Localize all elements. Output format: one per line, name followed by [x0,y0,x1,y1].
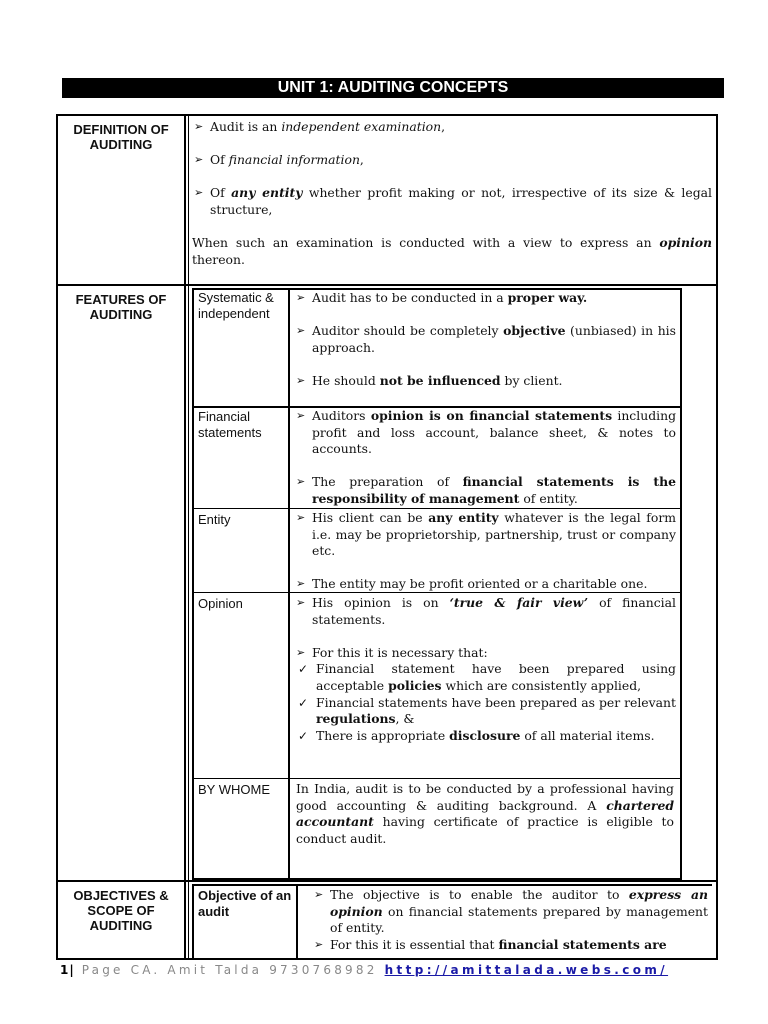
definition-bullet-1: ➢ Audit is an independent examination, [192,119,712,136]
feature-bywhome-label: BY WHOME [198,782,270,797]
entity-bullet-1: ➢ His client can be any entity whatever is the legal form i.e. may be proprietorship, partnership, trust or company etc. [294,510,676,560]
features-inner-left [192,288,194,880]
objectives-bullet-2: ➢ For this it is essential that financial statements are [312,937,708,954]
feature-opinion-label: Opinion [198,596,243,611]
feature-financial-content [294,408,676,508]
systematic-bullet-2: ➢ Auditor should be completely objective (unbiased) in his approach. [294,323,676,356]
footer-rule [56,958,718,959]
financial-bullet-2: ➢ The preparation of financial statements is the responsibility of management of entity. [294,474,676,507]
objectives-bullet-1: ➢ The objective is to enable the auditor to express an opinion on financial statements prepared by management of entity. [312,887,708,937]
features-div-2 [192,508,682,509]
objectives-inner-left [192,884,194,958]
opinion-bullet-2: ➢ For this it is necessary that: [294,645,676,662]
definition-content [192,119,712,268]
objectives-top [192,884,712,886]
footer-text: Page CA. Amit Talda 9730768982 [81,963,378,977]
features-col-divider [288,288,290,880]
page-number: 1 [60,963,70,977]
features-inner-right [680,288,682,880]
entity-bullet-2: ➢ The entity may be profit oriented or a charitable one. [294,576,676,593]
features-div-4 [192,778,682,779]
footer-separator: | [69,963,75,977]
systematic-bullet-3: ➢ He should not be influenced by client. [294,373,676,390]
bywhome-text: In India, audit is to be conducted by a professional having good accounting & auditing background. A chartered accountant having certificate of practice is eligible to conduct audit. [296,781,674,846]
objectives-col-divider [296,884,298,958]
systematic-bullet-1: ➢ Audit has to be conducted in a proper way. [294,290,676,307]
footer-link[interactable]: http://amittalada.webs.com/ [384,963,669,977]
definition-bullet-3: ➢ Of any entity whether profit making or not, irrespective of its size & legal structure, [192,185,712,218]
unit-title: UNIT 1: AUDITING CONCEPTS [62,78,724,98]
row-divider-definition [58,284,716,286]
feature-entity-content [294,510,676,593]
feature-bywhome-content [296,781,674,847]
feature-entity-label: Entity [198,512,231,527]
opinion-bullet-1: ➢ His opinion is on ‘true & fair view’ of financial statements. [294,595,676,628]
features-label: FEATURES OF AUDITING [75,292,167,322]
objectives-content [312,887,708,953]
opinion-check-1: ✓ Financial statement have been prepared using acceptable policies which are consistently applied, [294,661,676,694]
page-footer [60,963,668,977]
definition-bullet-2: ➢ Of financial information, [192,152,712,169]
objectives-label: OBJECTIVES & SCOPE OF AUDITING [73,888,169,933]
features-bottom [192,878,682,880]
main-column-divider [184,116,186,958]
definition-closing: When such an examination is conducted with a view to express an opinion thereon. [192,235,712,267]
feature-financial-label: Financial statements [198,409,262,440]
feature-opinion-content [294,595,676,744]
feature-systematic-content [294,290,676,390]
definition-label: DEFINITION OF AUDITING [73,122,169,152]
main-column-divider-inner [188,116,189,958]
objective-audit-label: Objective of an audit [198,888,292,919]
opinion-check-3: ✓ There is appropriate disclosure of all material items. [294,728,676,745]
opinion-check-2: ✓ Financial statements have been prepared as per relevant regulations, & [294,695,676,728]
financial-bullet-1: ➢ Auditors opinion is on financial statements including profit and loss account, balance sheet, & notes to accounts. [294,408,676,458]
content-table [56,114,718,960]
row-divider-features [58,880,716,882]
feature-systematic-label: Systematic & independent [198,290,274,321]
